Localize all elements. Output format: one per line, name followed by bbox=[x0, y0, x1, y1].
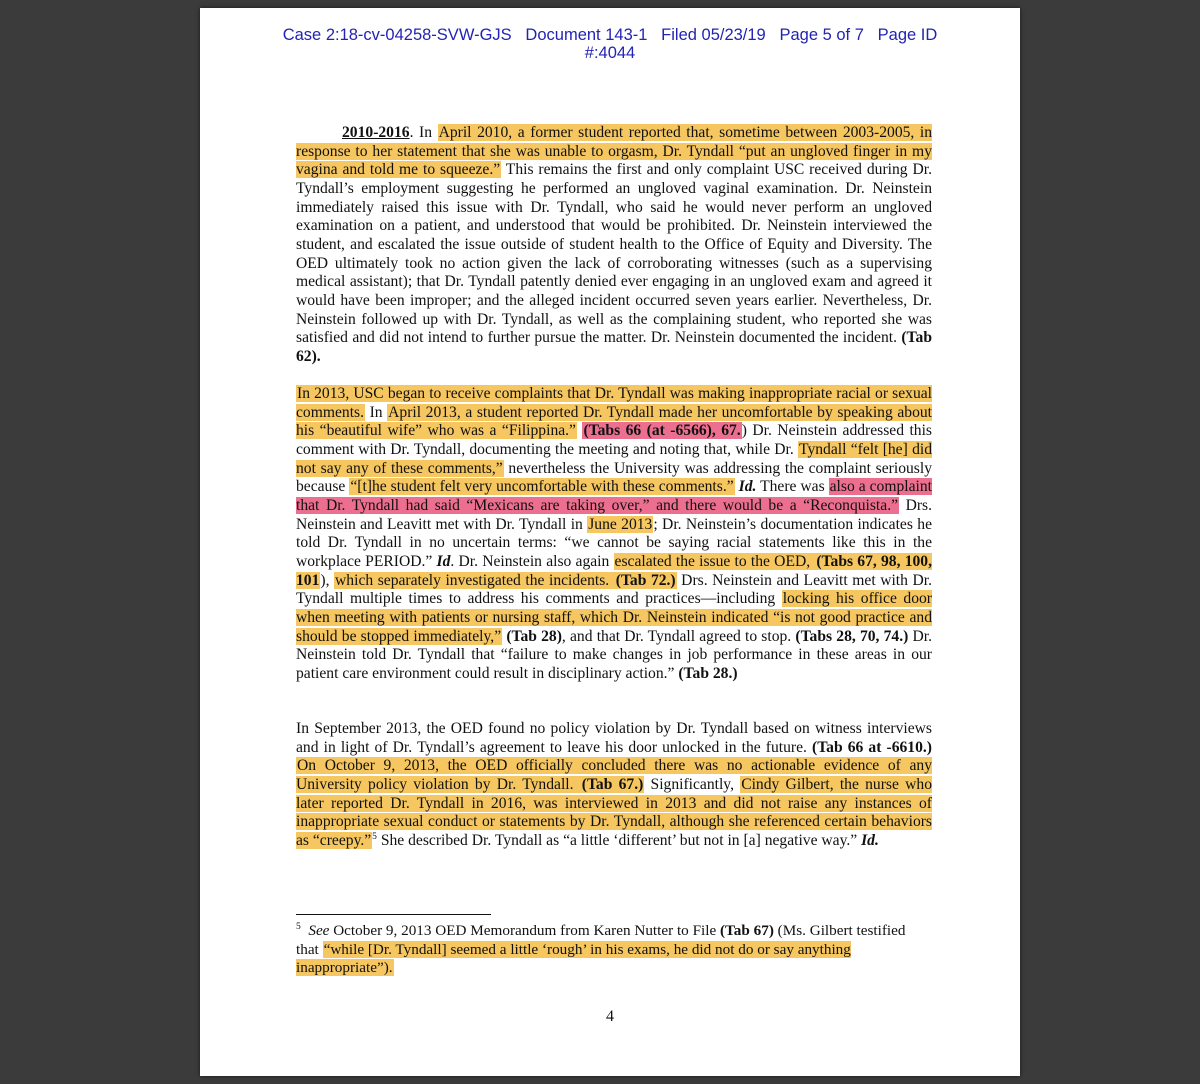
text: In September 2013, the OED found no policy violation by Dr. Tyndall based on witness interviews and in light of Dr. Tyndall’s agreement to leave his door unlocked in the future. bbox=[296, 720, 932, 756]
text: Drs. Neinstein and Leavitt met with Dr. Tyndall multiple times to address his comments and practices—including bbox=[296, 571, 932, 608]
tab-citation: (Tab 28.) bbox=[678, 664, 738, 682]
highlight: “while [Dr. Tyndall] seemed a little ‘rough’ in his exams, he did not do or say anything inappropriate”). bbox=[296, 940, 851, 976]
highlight: April 2010, a former student reported that, sometime between 2003-2005, in response to her statement that she was unable to orgasm, Dr. Tyndall “put an ungloved finger in my vagina and told me to squeeze.” bbox=[296, 124, 932, 179]
text: . Dr. Neinstein also again bbox=[450, 552, 614, 570]
highlight: escalated the issue to the OED, bbox=[614, 552, 815, 570]
text: This remains the first and only complaint USC received during Dr. Tyndall’s employment suggesting he performed an ungloved vaginal examination. Dr. Neinstein immediately raised this issue with Dr. Tyndall, who said he would never perform an ungloved examination on a patient, and understood that would be prohibited. Dr. Neinstein interviewed the student, and escalated the issue outside of student health to the Office of Equity and Diversity. The OED ultimately took no action given the lack of corroborating witnesses (such as a supervising medical assistant); that Dr. Tyndall patently denied ever engaging in an ungloved exam and agreed it would have been improper; and the alleged incident occurred seven years earlier. Nevertheless, Dr. Neinstein followed up with Dr. Tyndall, as well as the complaining student, who reported she was satisfied and did not intend to further pursue the matter. Dr. Neinstein documented the incident. bbox=[296, 161, 932, 347]
highlight: On October 9, 2013, the OED officially concluded there was no actionable evidence of any University policy violation by Dr. Tyndall. bbox=[296, 757, 932, 793]
footnote-5 bbox=[296, 922, 932, 978]
highlight-citation: (Tab 67.) bbox=[581, 775, 644, 793]
paragraph-sept-2013 bbox=[296, 720, 932, 851]
case-header-line-1: Case 2:18-cv-04258-SVW-GJS Document 143-1 Filed 05/23/19 Page 5 of 7 Page ID bbox=[282, 26, 938, 44]
document-page bbox=[200, 8, 1020, 1076]
highlight: Cindy Gilbert, the nurse who later reported Dr. Tyndall in 2016, was interviewed in 2013 and did not raise any instances of inappropriate sexual conduct or statements by Dr. Tyndall, although she referenced certain behaviors as “creepy.” bbox=[296, 775, 932, 849]
tab-citation: (Tab 62). bbox=[296, 329, 932, 365]
tab-citation: (Tab 67) bbox=[720, 922, 774, 939]
footnote-reference[interactable]: 5 bbox=[372, 831, 377, 842]
case-header bbox=[200, 26, 1020, 62]
text: ; Dr. Neinstein’s documentation indicates he told Dr. Tyndall in no uncertain terms: “we cannot be saying racial statements like this in the workplace PERIOD.” bbox=[296, 515, 932, 570]
paragraph-2010-2016 bbox=[296, 124, 932, 367]
highlight: “[t]he student felt very uncomfortable with these comments.” bbox=[350, 478, 734, 496]
text: Drs. Neinstein and Leavitt met with Dr. Tyndall in bbox=[296, 496, 932, 533]
pink-highlight-citation: (Tabs 66 (at -6566), 67. bbox=[583, 422, 741, 440]
id-citation: Id bbox=[436, 552, 451, 570]
highlight: April 2013, a student reported Dr. Tyndall made her uncomfortable by speaking about his “beautiful wife” who was a “Filippina.” bbox=[296, 403, 932, 440]
page-number: 4 bbox=[606, 1008, 614, 1025]
text: nevertheless the University was addressing the complaint seriously because bbox=[296, 459, 932, 496]
highlight: locking his office door when meeting with patients or nursing staff, which Dr. Neinstein indicated “is not good practice and should be stopped immediately,” bbox=[296, 590, 932, 645]
tab-citation: (Tab 66 at -6610.) bbox=[812, 738, 932, 756]
footnote-divider bbox=[296, 914, 491, 915]
text: She described Dr. Tyndall as “a little ‘different’ but not in [a] negative way.” bbox=[376, 831, 862, 849]
text: ), bbox=[320, 571, 335, 589]
highlight: Tyndall “felt [he] did not say any of these comments,” bbox=[296, 440, 932, 477]
footnote-number: 5 bbox=[296, 921, 301, 932]
text: . In bbox=[409, 124, 438, 141]
highlight-citation: (Tab 72.) bbox=[615, 571, 676, 589]
case-header-line-2: #:4044 bbox=[584, 44, 636, 62]
tab-citation: (Tabs 28, 70, 74.) bbox=[795, 627, 909, 645]
highlight: June 2013 bbox=[588, 515, 653, 533]
highlight: which separately investigated the incidents. bbox=[335, 571, 614, 589]
highlight-citation: (Tabs 67, 98, 100, 101 bbox=[296, 552, 932, 589]
text: There was bbox=[756, 478, 829, 496]
signal-see: See bbox=[308, 922, 330, 939]
tab-citation: (Tab 28) bbox=[506, 627, 562, 645]
id-citation: Id. bbox=[738, 478, 757, 496]
text: (Ms. Gilbert testified that bbox=[296, 922, 906, 958]
highlight: In 2013, USC began to receive complaints that Dr. Tyndall was making inappropriate racial or sexual comments. bbox=[296, 385, 932, 421]
pink-highlight: also a complaint that Dr. Tyndall had said “Mexicans are taking over,” and there would be a “Reconquista.” bbox=[296, 478, 932, 514]
section-heading: 2010-2016 bbox=[342, 124, 410, 141]
paragraph-2013-complaints bbox=[296, 385, 932, 684]
id-citation: Id. bbox=[861, 831, 879, 849]
text: , and that Dr. Tyndall agreed to stop. bbox=[561, 627, 796, 645]
text: ) Dr. Neinstein addressed this comment with Dr. Tyndall, documenting the meeting and noting that, while Dr. bbox=[296, 422, 932, 458]
text: In bbox=[365, 403, 388, 421]
text: Significantly, bbox=[644, 775, 741, 793]
text: Dr. Neinstein told Dr. Tyndall that “failure to make changes in job performance in these areas in our patient care environment could result in disciplinary action.” bbox=[296, 627, 932, 682]
text: October 9, 2013 OED Memorandum from Karen Nutter to File bbox=[329, 922, 720, 939]
